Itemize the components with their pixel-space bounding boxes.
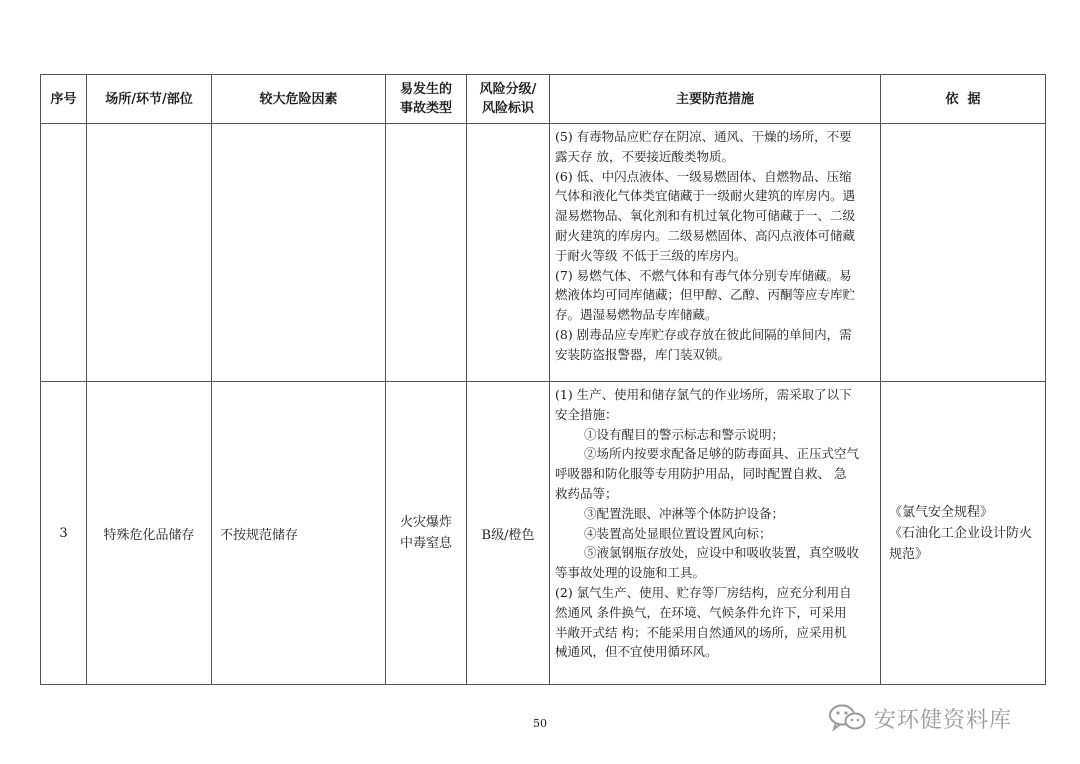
- header-accident-type: [386, 75, 467, 124]
- header-no: 序号: [41, 75, 87, 124]
- watermark-text: 安环健资料库: [874, 707, 1013, 733]
- basis-line: 《石油化工企业设计防火: [889, 525, 1033, 541]
- row2-risk: B级/橙色: [467, 382, 550, 685]
- header-measures: 主要防范措施: [550, 75, 881, 124]
- row2-accident: [386, 382, 467, 685]
- wechat-icon: [828, 703, 868, 733]
- header-risk-line1: 风险分级/: [479, 82, 537, 97]
- row2-measures: [550, 382, 881, 685]
- row1-risk: [467, 124, 550, 382]
- measure-line: ③配置洗眼、冲淋等个体防护设备；: [584, 505, 785, 521]
- row2-no: 3: [41, 382, 87, 685]
- measure-line: ②场所内按要求配备足够的防毒面具、正压式空气: [584, 446, 860, 462]
- table-header-row: [41, 75, 1046, 124]
- table-row: [41, 124, 1046, 382]
- header-accident-line2: 事故类型: [399, 101, 452, 116]
- row2-hazard: 不按规范储存: [212, 382, 386, 685]
- measure-line: 救药品等；: [555, 485, 618, 501]
- header-hazard: 较大危险因素: [212, 75, 386, 124]
- measure-line: ①设有醒目的警示标志和警示说明；: [584, 426, 785, 442]
- header-accident-line1: 易发生的: [399, 82, 452, 97]
- row1-no: [41, 124, 87, 382]
- measure-line: 存。遇湿易燃物品专库储藏。: [555, 307, 718, 323]
- measure-line: (2) 氯气生产、使用、贮存等厂房结构，应充分利用自: [555, 584, 852, 600]
- measure-line: (8) 剧毒品应专库贮存或存放在彼此间隔的单间内，需: [555, 326, 852, 342]
- measure-line: 然通风 条件换气，在环境、气候条件允许下，可采用: [555, 604, 847, 620]
- row1-basis: [881, 124, 1046, 382]
- measure-line: 械通风，但不宜使用循环风。: [555, 644, 718, 660]
- measure-line: 气体和液化气体类宜储藏于一级耐火建筑的库房内。遇: [555, 188, 856, 204]
- risk-table: [40, 74, 1046, 685]
- measure-line: (6) 低、中闪点液体、一级易燃固体、自燃物品、压缩: [555, 168, 852, 184]
- measure-line: ⑤液氯钢瓶存放处，应设中和吸收装置，真空吸收: [584, 545, 860, 561]
- measure-line: 安全措施：: [555, 406, 618, 422]
- row2-accident-line2: 中毒窒息: [399, 536, 452, 551]
- measure-line: 安装防盗报警器，库门装双锁。: [555, 346, 731, 362]
- measure-line: 露天存 放，不要接近酸类物质。: [555, 148, 734, 164]
- header-basis: 依 据: [881, 75, 1046, 124]
- header-risk-level: [467, 75, 550, 124]
- measure-line: 耐火建筑的库房内。二级易燃固体、高闪点液体可储藏: [555, 227, 856, 243]
- measure-line: 燃液体均可同库储藏；但甲醇、乙醇、丙酮等应专库贮: [555, 287, 856, 303]
- row1-accident: [386, 124, 467, 382]
- measure-line: 半敞开式结 构；不能采用自然通风的场所，应采用机: [555, 624, 847, 640]
- row2-location: 特殊危化品储存: [87, 382, 212, 685]
- basis-line: 规范》: [889, 546, 929, 562]
- measure-line: 等事故处理的设施和工具。: [555, 565, 706, 581]
- row1-measures: [550, 124, 881, 382]
- table-row: [41, 382, 1046, 685]
- basis-line: 《氯气安全规程》: [889, 504, 994, 520]
- measure-line: (1) 生产、使用和储存氯气的作业场所，需采取了以下: [555, 387, 852, 402]
- watermark: [828, 703, 1012, 733]
- header-location: 场所/环节/部位: [87, 75, 212, 124]
- measure-line: 呼吸器和防化服等专用防护用品，同时配置自救、 急: [555, 466, 847, 482]
- row1-hazard: [212, 124, 386, 382]
- page-number: 50: [533, 717, 547, 730]
- row2-accident-line1: 火灾爆炸: [399, 515, 452, 530]
- row2-basis: [881, 382, 1046, 685]
- header-risk-line2: 风险标识: [481, 101, 534, 116]
- row1-location: [87, 124, 212, 382]
- measure-line: 于耐火等级 不低于三级的库房内。: [555, 247, 747, 263]
- measure-line: ④装置高处显眼位置设置风向标；: [584, 525, 772, 541]
- measure-line: 湿易燃物品、氧化剂和有机过氧化物可储藏于一、二级: [555, 208, 856, 224]
- measure-line: (7) 易燃气体、不燃气体和有毒气体分别专库储藏。易: [555, 267, 852, 283]
- measure-line: (5) 有毒物品应贮存在阴凉、通风、干燥的场所，不要: [555, 129, 852, 144]
